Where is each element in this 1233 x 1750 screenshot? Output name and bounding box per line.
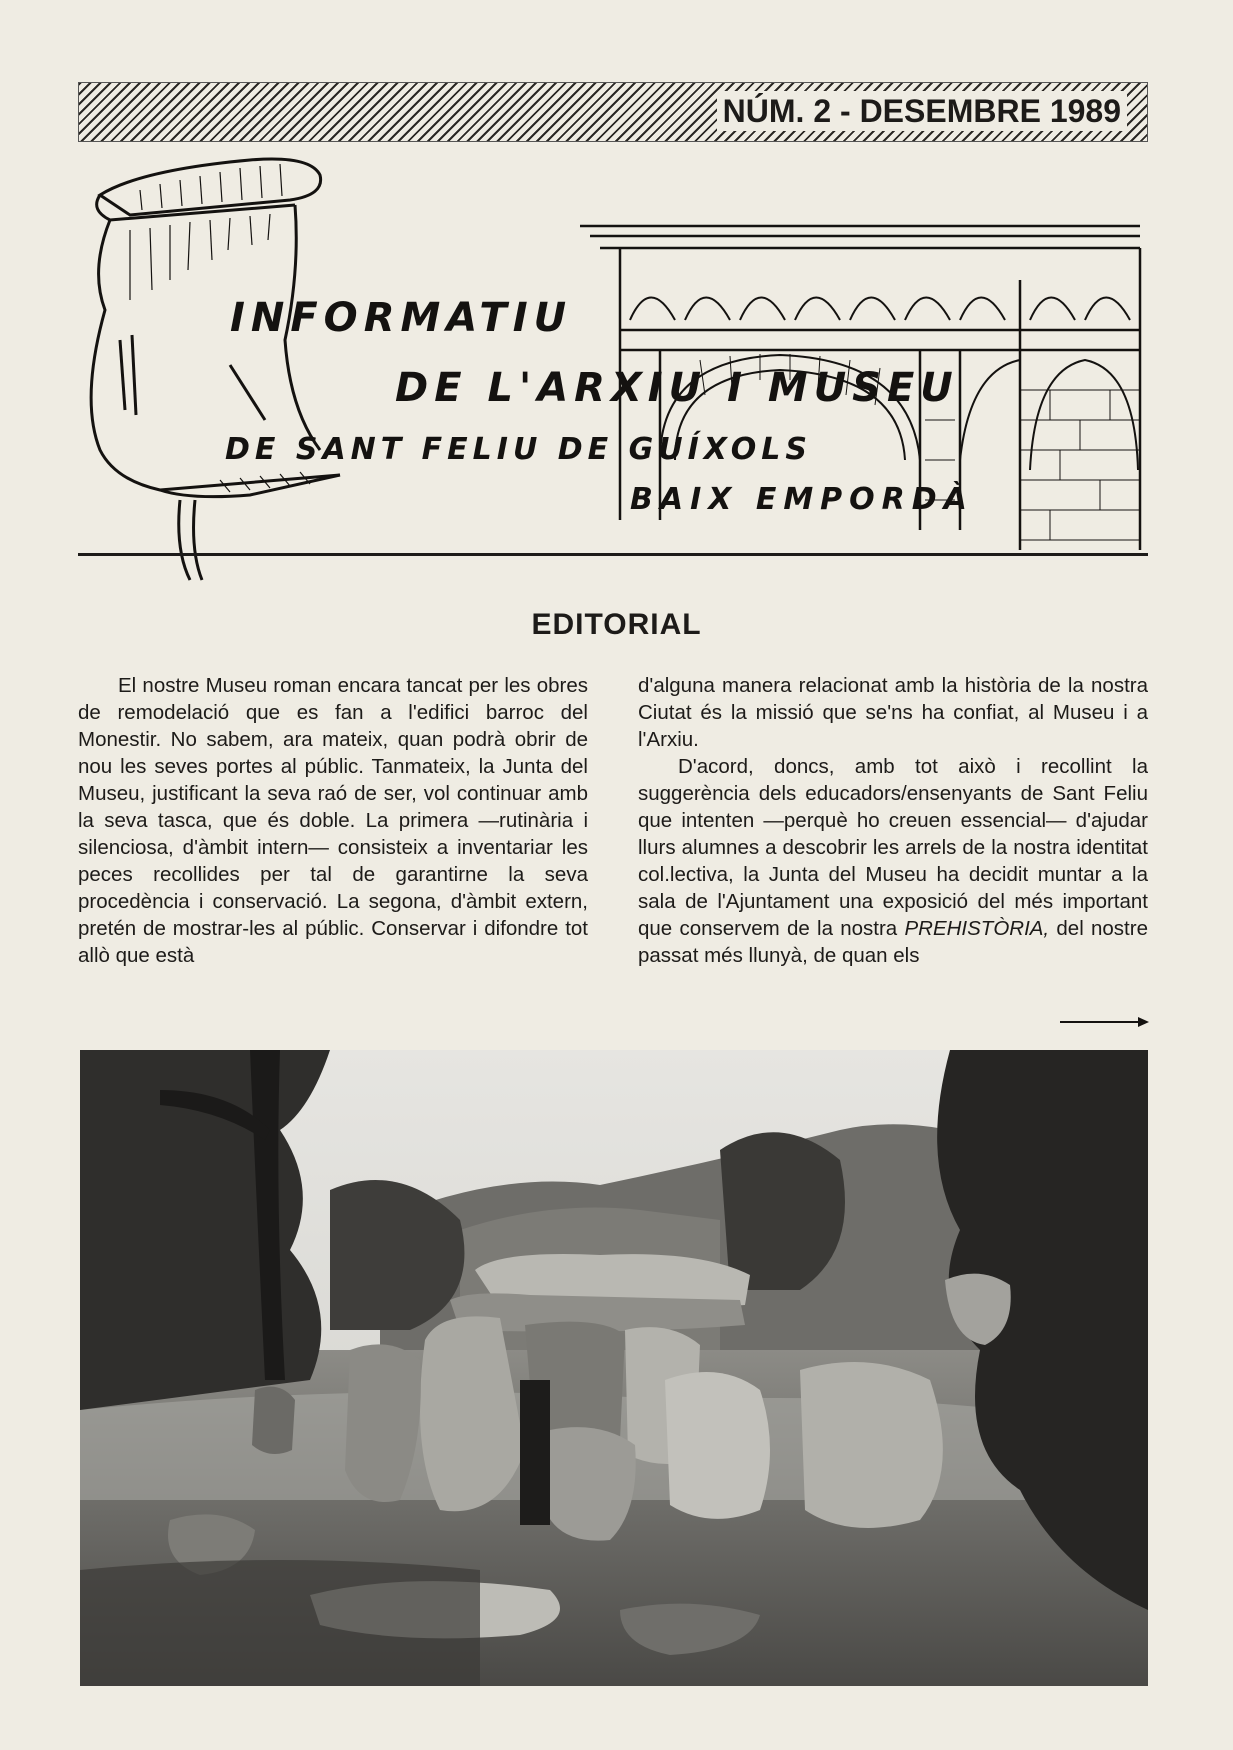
emphasis-text: PREHISTÒRIA, <box>904 917 1050 940</box>
masthead-line-1: INFORMATIU <box>230 295 573 341</box>
dolmen-photograph <box>80 1050 1148 1686</box>
editorial-paragraph: d'alguna manera relacionat amb la història de la nostra Ciutat és la missió que se'ns ha confiat, al Museu i a l'Arxiu. <box>638 674 1148 751</box>
editorial-paragraph <box>638 753 1148 969</box>
arrow-right-icon <box>1060 1015 1150 1029</box>
editorial-column-right <box>638 672 1148 969</box>
paragraph-text: D'acord, doncs, amb tot això i recollint la suggerència dels educadors/ensenyants de Sant Feliu que intenten —perquè ho creuen essencial— d'ajudar llurs alumnes a descobrir les arrels de la nostra identitat col.lectiva, la Junta del Museu ha decidit muntar a la sala de l'Ajuntament una exposició del més important que conservem de la nostra <box>638 755 1148 940</box>
masthead-rule <box>78 553 1148 556</box>
paragraph-text: del nostre passat més llunyà, de quan els <box>638 917 1148 967</box>
editorial-heading: EDITORIAL <box>531 608 702 641</box>
issue-label: NÚM. 2 - DESEMBRE 1989 <box>717 91 1127 131</box>
masthead-line-3: DE SANT FELIU DE GUÍXOLS <box>225 432 813 467</box>
scroll-illustration <box>70 150 400 590</box>
masthead-line-2: DE L'ARXIU I MUSEU <box>395 365 959 411</box>
masthead-line-4: BAIX EMPORDÀ <box>630 482 974 517</box>
masthead <box>70 150 1160 590</box>
issue-banner <box>78 82 1148 142</box>
editorial-column-left <box>78 672 588 969</box>
editorial-paragraph: El nostre Museu roman encara tancat per les obres de remodelació que es fan a l'edifici barroc del Monestir. No sabem, ara mateix, quan podrà obrir de nou les seves portes al públic. Tanmateix, la Junta del Museu, justificant la seva raó de ser, vol continuar amb la seva tasca, que és doble. La primera —rutinària i silenciosa, d'àmbit intern— consisteix a inventariar les peces recollides per tal de garantirne la seva procedència i conservació. La segona, d'àmbit extern, pretén de mostrar-les al públic. Conservar i difondre tot allò que està <box>78 674 588 967</box>
